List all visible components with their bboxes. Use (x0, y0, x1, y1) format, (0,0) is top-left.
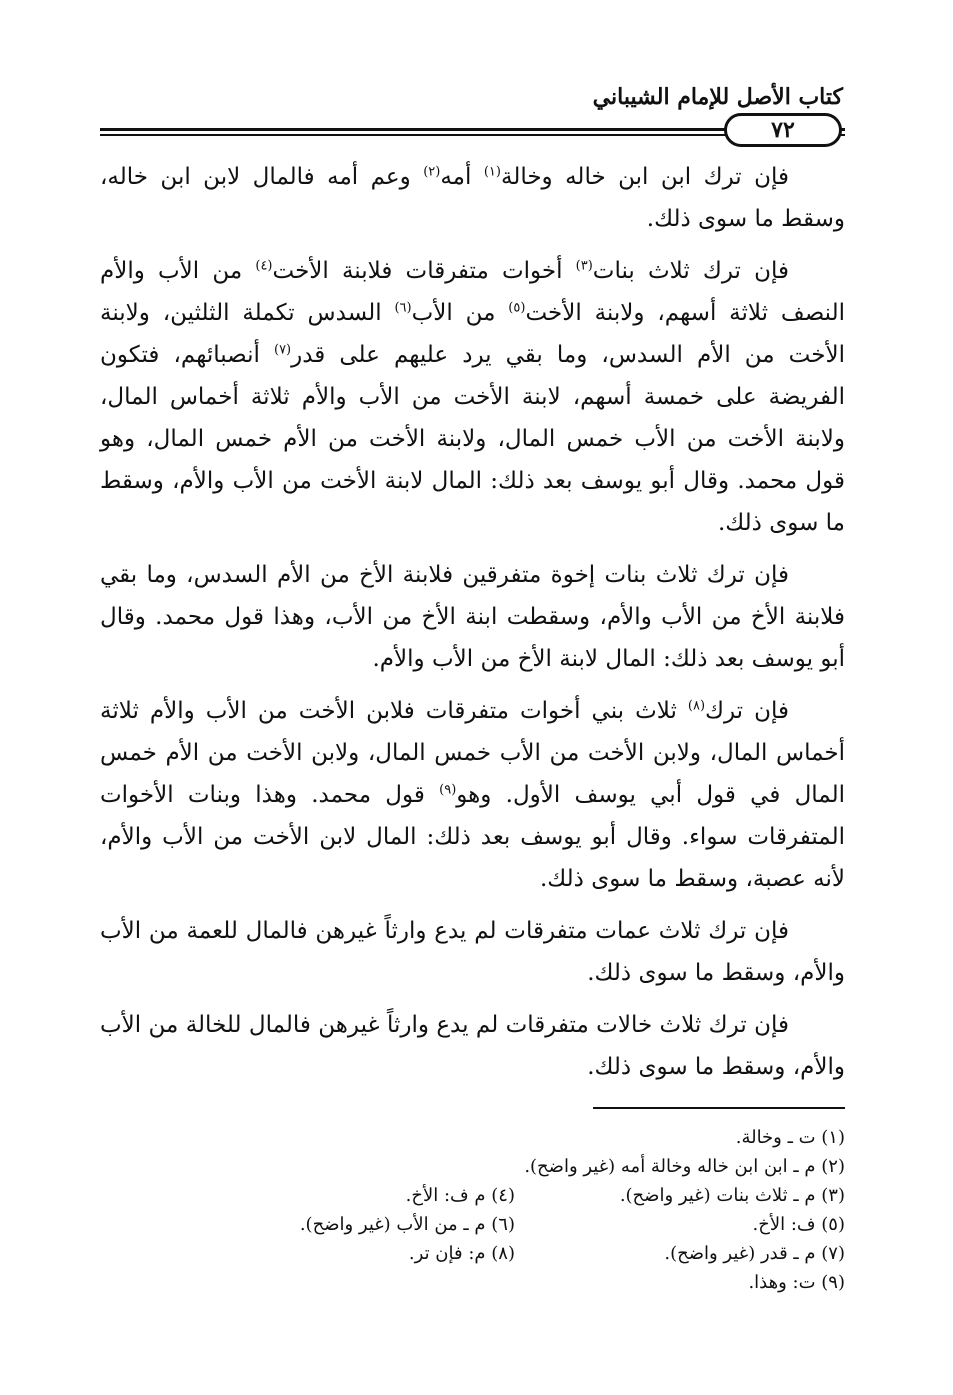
paragraph-2: فإن ترك ثلاث بنات$^{(٣)}$ أخوات متفرقات فلابنة الأخت$^{(٤)}$ من الأب والأم النصف ثلاثة أسهم، ولابنة الأخت$^{(٥)}$ من الأب$^{(٦)}$ السدس تكملة الثلثين، ولابنة الأخت من الأم السدس، وما بقي يرد عليهم على قدر$^{(٧)}$ أنصبائهم، فتكون الفريضة على خمسة أسهم، لابنة الأخت من الأب والأم ثلاثة أخماس المال، ولابنة الأخت من الأب خمس المال، ولابنة الأخت من الأم خمس المال، وهو قول محمد. وقال أبو يوسف بعد ذلك: المال لابنة الأخت من الأب والأم، وسقط ما سوى ذلك. (100, 258, 845, 536)
footnote-9: (٩) ت: وهذا. (748, 1272, 845, 1293)
footnote-3: (٣) م ـ ثلاث بنات (غير واضح). (619, 1185, 845, 1206)
footnotes (100, 1123, 845, 1297)
footnote-marker[interactable]: (٩) (439, 782, 457, 798)
footnote-6: (٦) م ـ من الأب (غير واضح). (299, 1214, 515, 1235)
footnote-marker[interactable]: (٧) (273, 342, 292, 358)
running-header-title: كتاب الأصل للإمام الشيباني (592, 84, 843, 110)
footnote-4: (٤) م ف: الأخ. (405, 1185, 515, 1206)
footnote-5: (٥) ف: الأخ. (752, 1214, 845, 1235)
footnote-row (100, 1123, 845, 1152)
footnote-marker[interactable]: (٦) (394, 300, 412, 316)
paragraph-1: فإن ترك ابن ابن خاله وخالة$^{(١)}$ أمه$^{(٢)}$ وعم أمه فالمال لابن ابن خاله، وسقط ما سوى ذلك. (100, 164, 845, 232)
paragraph-5: فإن ترك ثلاث عمات متفرقات لم يدع وارثاً غيرهن فالمال للعمة من الأب والأم، وسقط ما سوى ذلك. (100, 918, 845, 986)
paragraph-6: فإن ترك ثلاث خالات متفرقات لم يدع وارثاً غيرهن فالمال للخالة من الأب والأم، وسقط ما سوى ذلك. (100, 1012, 845, 1080)
main-text (100, 156, 845, 1098)
footnote-7: (٧) م ـ قدر (غير واضح). (664, 1243, 845, 1264)
footnote-marker[interactable]: (١) (483, 164, 501, 180)
footnote-marker[interactable]: (٢) (423, 164, 441, 180)
footnote-row (100, 1152, 845, 1181)
footnote-row (100, 1239, 845, 1268)
footnote-row (100, 1181, 845, 1210)
footnote-row (100, 1268, 845, 1297)
page-number-frame (724, 113, 842, 147)
footnote-marker[interactable]: (٤) (255, 258, 273, 274)
page-number: ٧٢ (771, 117, 795, 143)
paragraph-3: فإن ترك ثلاث بنات إخوة متفرقين فلابنة الأخ من الأم السدس، وما بقي فلابنة الأخ من الأب والأم، وسقطت ابنة الأخ من الأب، وهذا قول محمد. وقال أبو يوسف بعد ذلك: المال لابنة الأخ من الأب والأم. (100, 562, 845, 672)
paragraph-4: فإن ترك$^{(٨)}$ ثلاث بني أخوات متفرقات فلابن الأخت من الأب والأم ثلاثة أخماس المال، ولابن الأخت من الأب خمس المال، ولابن الأخت من الأم خمس المال في قول أبي يوسف الأول. وهو$^{(٩)}$ قول محمد. وهذا وبنات الأخوات المتفرقات سواء. وقال أبو يوسف بعد ذلك: المال لابن الأخت من الأب والأم، لأنه عصبة، وسقط ما سوى ذلك. (100, 698, 845, 892)
footnote-marker[interactable]: (٣) (575, 258, 593, 274)
footnote-row (100, 1210, 845, 1239)
footnote-8: (٨) م: فإن تر. (408, 1243, 515, 1264)
footnote-1: (١) ت ـ وخالة. (735, 1127, 845, 1148)
footnote-separator (593, 1107, 845, 1109)
footnote-marker[interactable]: (٨) (687, 698, 706, 714)
footnote-marker[interactable]: (٥) (508, 300, 526, 316)
footnote-2: (٢) م ـ ابن ابن خاله وخالة أمه (غير واضح). (524, 1156, 845, 1177)
